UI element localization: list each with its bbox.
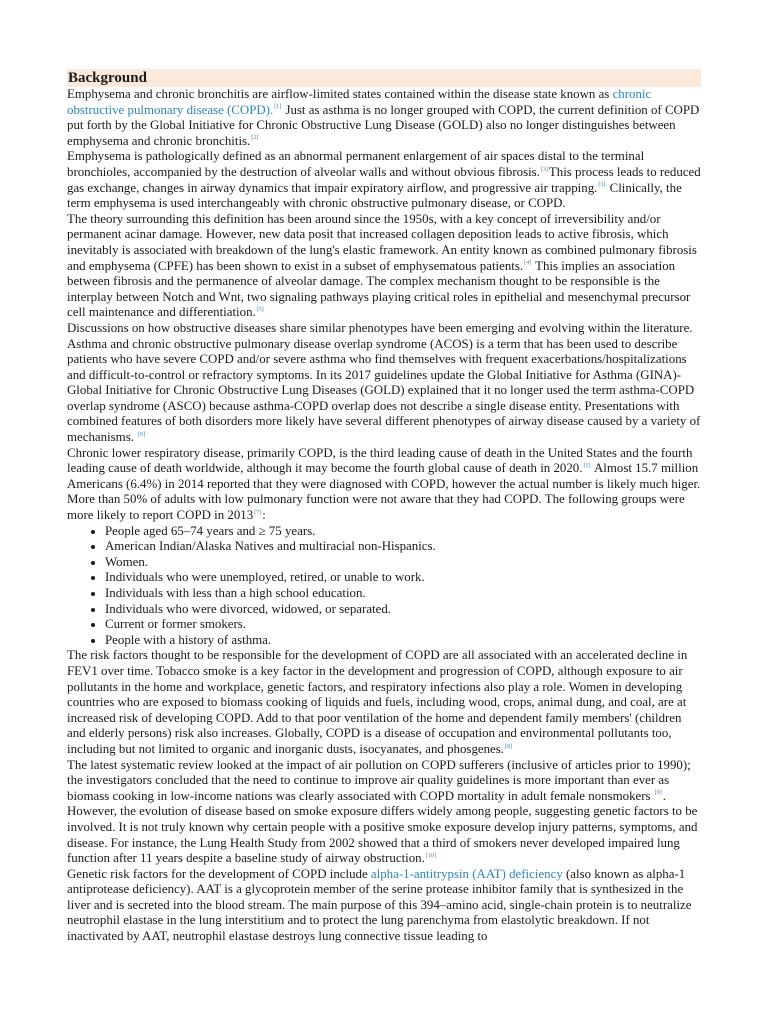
citation-ref[interactable]: [5] <box>256 307 264 314</box>
paragraph-1: Emphysema and chronic bronchitis are airflow-limited states contained within the disease state known as chronic obstructive pulmonary disease (COPD).[1] Just as asthma is no longer grouped with COPD, the current definition of COPD put forth by the Global Initiative for Chronic Obstructive Lung Disease (GOLD) also no longer distinguishes between emphysema and chronic bronchitis.[2] <box>67 87 700 148</box>
copd-link[interactable]: chronic obstructive pulmonary disease (COPD). <box>67 87 652 117</box>
list-item: • Current or former smokers. <box>105 617 701 633</box>
section-heading: Background <box>67 69 701 87</box>
risk-group-list <box>67 524 701 649</box>
paragraph-2: Emphysema is pathologically defined as an abnormal permanent enlargement of air spaces distal to the terminal bronchioles, accompanied by the destruction of alveolar walls and without obvious fibrosis.[3]This process leads to reduced gas exchange, changes in airway dynamics that impair expiratory airflow, and progressive air trapping.[3] Clinically, the term emphysema is used interchangeably with chronic obstructive pulmonary disease, or COPD. <box>67 149 701 211</box>
aat-deficiency-link[interactable]: alpha-1-antitrypsin (AAT) deficiency <box>370 866 563 881</box>
list-item: • People with a history of asthma. <box>105 633 701 649</box>
citation-ref[interactable]: [4] <box>524 260 532 267</box>
citation-ref[interactable]: [1] <box>274 104 282 111</box>
list-item: • Women. <box>105 555 701 571</box>
citation-ref[interactable]: [3] <box>598 182 606 189</box>
list-item: • American Indian/Alaska Natives and multiracial non-Hispanics. <box>105 539 701 555</box>
citation-ref[interactable]: [2] <box>251 135 259 142</box>
citation-ref[interactable]: [1] <box>583 462 591 469</box>
paragraph-7: The latest systematic review looked at the impact of air pollution on COPD sufferers (inclusive of articles prior to 1990); the investigators concluded that the need to continue to improve air quality guidelines is more important than ever as biomass cooking in low-income nations was clearly associated with COPD mortality in adult female nonsmokers [9]. <box>67 757 691 803</box>
article-body <box>67 69 701 945</box>
paragraph-8: However, the evolution of disease based on smoke exposure differs widely among people, suggesting genetic factors to be involved. It is not truly known why certain people with a positive smoke exposure develop injury patterns, symptoms, and disease. For instance, the Lung Health Study from 2002 showed that a third of smokers never developed impaired lung function after 11 years despite a baseline study of airway obstruction.[10] <box>67 804 698 866</box>
citation-ref[interactable]: [7] <box>254 509 262 516</box>
citation-ref[interactable]: [6] <box>138 431 146 438</box>
citation-ref[interactable]: [9] <box>654 790 662 797</box>
citation-ref[interactable]: [8] <box>505 743 513 750</box>
paragraph-9: Genetic risk factors for the development of COPD include alpha-1-antitrypsin (AAT) deficiency (also known as alpha-1 antiprotease deficiency). AAT is a glycoprotein member of the serine protease inhibitor family that is synthesized in the liver and is secreted into the blood stream. The main purpose of this 394–amino acid, single-chain protein is to neutralize neutrophil elastase in the lung interstitium and to protect the lung parenchyma from elastolytic breakdown. If not inactivated by AAT, neutrophil elastase destroys lung connective tissue leading to <box>67 866 692 944</box>
list-item: • Individuals who were unemployed, retired, or unable to work. <box>105 570 701 586</box>
list-item: • People aged 65–74 years and ≥ 75 years. <box>105 524 701 540</box>
list-item: • Individuals who were divorced, widowed, or separated. <box>105 602 701 618</box>
citation-ref[interactable]: [10] <box>425 852 436 859</box>
paragraph-4: Discussions on how obstructive diseases share similar phenotypes have been emerging and evolving within the literature. Asthma and chronic obstructive pulmonary disease overlap syndrome (ACOS) is a term that has been used to describe patients who have severe COPD and/or severe asthma who find themselves with frequent exacerbations/hospitalizations and difficult-to-control or refractory symptoms. In its 2017 guidelines update the Global Initiative for Asthma (GINA)-Global Initiative for Chronic Obstructive Lung Diseases (GOLD) explained that it no longer used the term asthma-COPD overlap syndrome (ASCO) because asthma-COPD overlap does not describe a single disease entity. Presentations with combined features of both disorders more likely have several different phenotypes of airway disease caused by a variety of mechanisms. [6] <box>67 320 701 445</box>
citation-ref[interactable]: [3] <box>540 166 548 173</box>
paragraph-6: The risk factors thought to be responsible for the development of COPD are all associated with an accelerated decline in FEV1 over time. Tobacco smoke is a key factor in the development and progression of COPD, although exposure to air pollutants in the home and workplace, genetic factors, and respiratory infections also play a role. Women in developing countries who are exposed to biomass cooking of liquids and fuels, including wood, crops, animal dung, and coal, are at increased risk of developing COPD. Add to that poor ventilation of the home and dependent family members' (children and elderly persons) risk also increases. Globally, COPD is a disease of occupation and environmental pollutants too, including but not limited to organic and inorganic dusts, isocyanates, and phosgenes.[8] <box>67 648 688 756</box>
list-item: • Individuals with less than a high school education. <box>105 586 701 602</box>
paragraph-3: The theory surrounding this definition has been around since the 1950s, with a key concept of irreversibility and/or permanent acinar damage. However, new data posit that increased collagen deposition leads to active fibrosis, which inevitably is associated with breakdown of the lung's elastic framework. An entity known as combined pulmonary fibrosis and emphysema (CPFE) has been shown to exist in a subset of emphysematous patients.[4] This implies an association between fibrosis and the permanence of alveolar damage. The complex mechanism thought to be responsible is the interplay between Notch and Wnt, two signaling pathways playing critical roles in epithelial and mesenchymal precursor cell maintenance and differentiation.[5] <box>67 211 697 320</box>
paragraph-5: Chronic lower respiratory disease, primarily COPD, is the third leading cause of death in the United States and the fourth leading cause of death worldwide, although it may become the fourth global cause of death in 2020.[1] Almost 15.7 million Americans (6.4%) in 2014 reported that they were diagnosed with COPD, however the actual number is likely much higer. More than 50% of adults with low pulmonary function were not aware that they had COPD. The following groups were more likely to report COPD in 2013[7]: <box>67 445 701 523</box>
